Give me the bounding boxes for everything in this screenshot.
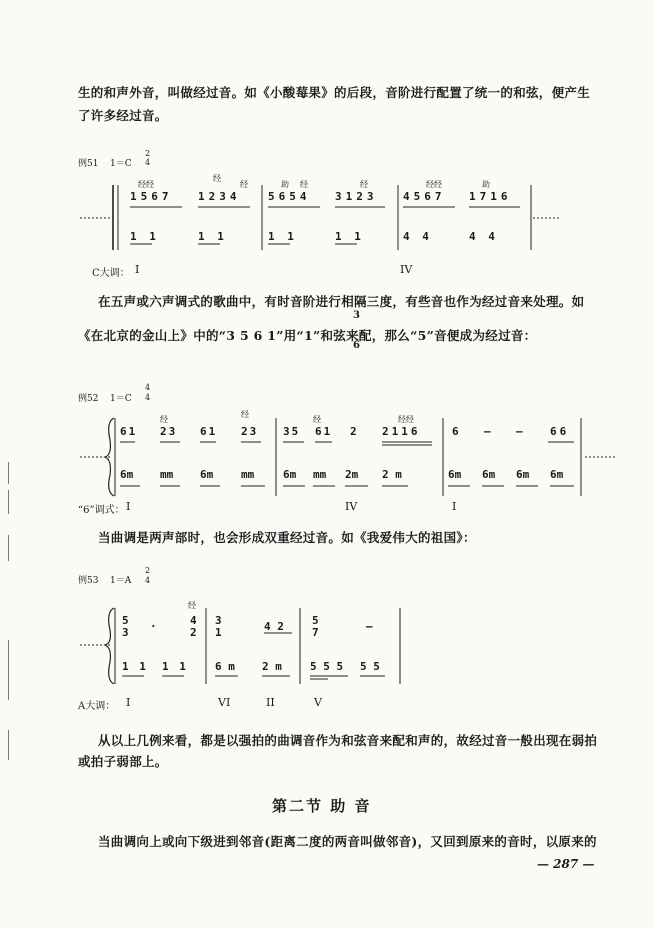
lower-note: 1 (215, 626, 222, 639)
paragraph-line: 或拍子弱部上。 (78, 754, 168, 769)
bass-note: mm (313, 468, 327, 481)
bass-note: 2 m (262, 660, 282, 673)
chord-stack-top: 3 (353, 310, 360, 321)
bass-note: 6m (448, 468, 462, 481)
time-signature-bottom: 4 (145, 158, 151, 167)
annotation: 经 (313, 415, 321, 424)
melody-note: 61 (120, 425, 138, 438)
annotation: 助 (482, 180, 490, 189)
bass-note: 1 1 (122, 660, 148, 673)
melody-note: 6 (452, 425, 459, 438)
annotation: 助 (281, 180, 289, 189)
time-signature-top: 2 (145, 566, 151, 575)
annotation: 经经 (426, 180, 442, 189)
melody-group: 3123 (335, 190, 378, 203)
melody-group: 1716 (469, 190, 512, 203)
melody-group: 1567 (130, 190, 173, 203)
time-signature-bottom: 4 (145, 393, 151, 402)
melody-note: 35 (283, 425, 301, 438)
bass-note: 5 5 5 (310, 660, 344, 673)
key-signature: 1＝C (110, 159, 132, 169)
key-signature: 1＝C (110, 394, 132, 404)
annotation: 经 (360, 180, 368, 189)
bass-group: 4 4 (469, 230, 498, 243)
chord-symbol: I (135, 263, 140, 276)
bass-note: 5 5 (360, 660, 380, 673)
paragraph-line: 在五声或六声调式的歌曲中，有时音阶进行相隔三度，有些音也作为经过音来处理。如 (98, 294, 585, 309)
annotation: 经 (160, 415, 168, 424)
bass-group: 1 1 (268, 230, 297, 243)
key-signature: 1＝A (110, 576, 132, 586)
paragraph-line: 了许多经过音。 (78, 108, 168, 123)
bass-note: 6m (120, 468, 134, 481)
bass-note: 6m (516, 468, 530, 481)
bass-note: 1 1 (162, 660, 188, 673)
upper-note: 5 (122, 614, 129, 627)
annotation: 经 (188, 601, 196, 610)
upper-note: — (366, 620, 373, 633)
bass-group: 1 1 (335, 230, 364, 243)
melody-note: — (516, 425, 523, 438)
bass-note: 6 m (215, 660, 235, 673)
page-number: — 287 — (537, 857, 595, 871)
example-label: 例52 (78, 394, 99, 404)
bass-group: 1 1 (130, 230, 159, 243)
melody-note: — (484, 425, 491, 438)
paragraph-line: 当曲调向上或向下级进到邻音(距离二度的两音叫做邻音)，又回到原来的音时，以原来的 (98, 834, 597, 849)
upper-note: · (150, 620, 157, 633)
time-signature-bottom: 4 (145, 576, 151, 585)
upper-note: 4 (190, 614, 197, 627)
annotation: 经 (241, 410, 249, 419)
melody-note: 2 (350, 425, 357, 438)
harmony-label: C大调： (92, 268, 130, 279)
chord-symbol: V (314, 696, 322, 709)
harmony-label: A大调： (78, 701, 116, 712)
melody-note: 23 (241, 425, 259, 438)
bass-note: 6m (550, 468, 564, 481)
lower-note: 7 (312, 626, 319, 639)
melody-group: 4567 (403, 190, 446, 203)
melody-note: 66 (550, 425, 570, 438)
chord-symbol: IV (345, 500, 358, 513)
annotation: 经经 (398, 415, 414, 424)
chord-symbol: IV (400, 263, 413, 276)
bass-note: 2 m (382, 468, 402, 481)
example-label: 例53 (78, 576, 99, 586)
bass-note: mm (160, 468, 174, 481)
chord-symbol: I (126, 696, 131, 709)
melody-group: 5654 (268, 190, 311, 203)
annotation: 经 (213, 174, 221, 183)
upper-note: 4 2 (264, 620, 284, 633)
upper-note: 3 (215, 614, 222, 627)
chord-symbol: II (266, 696, 275, 709)
paragraph-line: 当曲调是两声部时，也会形成双重经过音。如《我爱伟大的祖国》： (98, 530, 476, 545)
melody-note: 61 (315, 425, 333, 438)
bass-group: 4 4 (403, 230, 432, 243)
paragraph-line: 生的和声外音，叫做经过音。如《小酸莓果》的后段，音阶进行配置了统一的和弦，便产生 (78, 85, 591, 100)
chord-symbol: VI (218, 696, 231, 709)
bass-note: 6m (283, 468, 297, 481)
example-label: 例51 (78, 159, 99, 169)
upper-note: 5 (312, 614, 319, 627)
time-signature-top: 4 (145, 383, 151, 392)
annotation: 经经 (138, 180, 154, 189)
harmony-label: “6”调式： (78, 505, 125, 516)
annotation: 经 (240, 180, 248, 189)
time-signature-top: 2 (145, 149, 151, 158)
chord-symbol: I (452, 500, 457, 513)
bass-note: 6m (200, 468, 214, 481)
paragraph-line: 从以上几例来看，都是以强拍的曲调音作为和弦音来配和声的，故经过音一般出现在弱拍 (98, 733, 598, 748)
lower-note: 2 (190, 626, 197, 639)
chord-symbol: I (126, 500, 131, 513)
chord-stack-bottom: 6 (353, 340, 360, 351)
section-heading: 第二节 助 音 (272, 797, 372, 815)
bass-note: 6m (482, 468, 496, 481)
bass-note: 2m (345, 468, 359, 481)
melody-group: 1234 (198, 190, 241, 203)
paragraph-line: 《在北京的金山上》中的“3 5 6 1”用“1”和弦来配，那么“5”音便成为经过音： (78, 328, 537, 343)
bass-note: mm (241, 468, 255, 481)
melody-note: 2116 (382, 425, 421, 438)
annotation: 经 (300, 180, 308, 189)
bass-group: 1 1 (198, 230, 227, 243)
melody-note: 23 (160, 425, 178, 438)
melody-note: 61 (200, 425, 218, 438)
lower-note: 3 (122, 626, 129, 639)
